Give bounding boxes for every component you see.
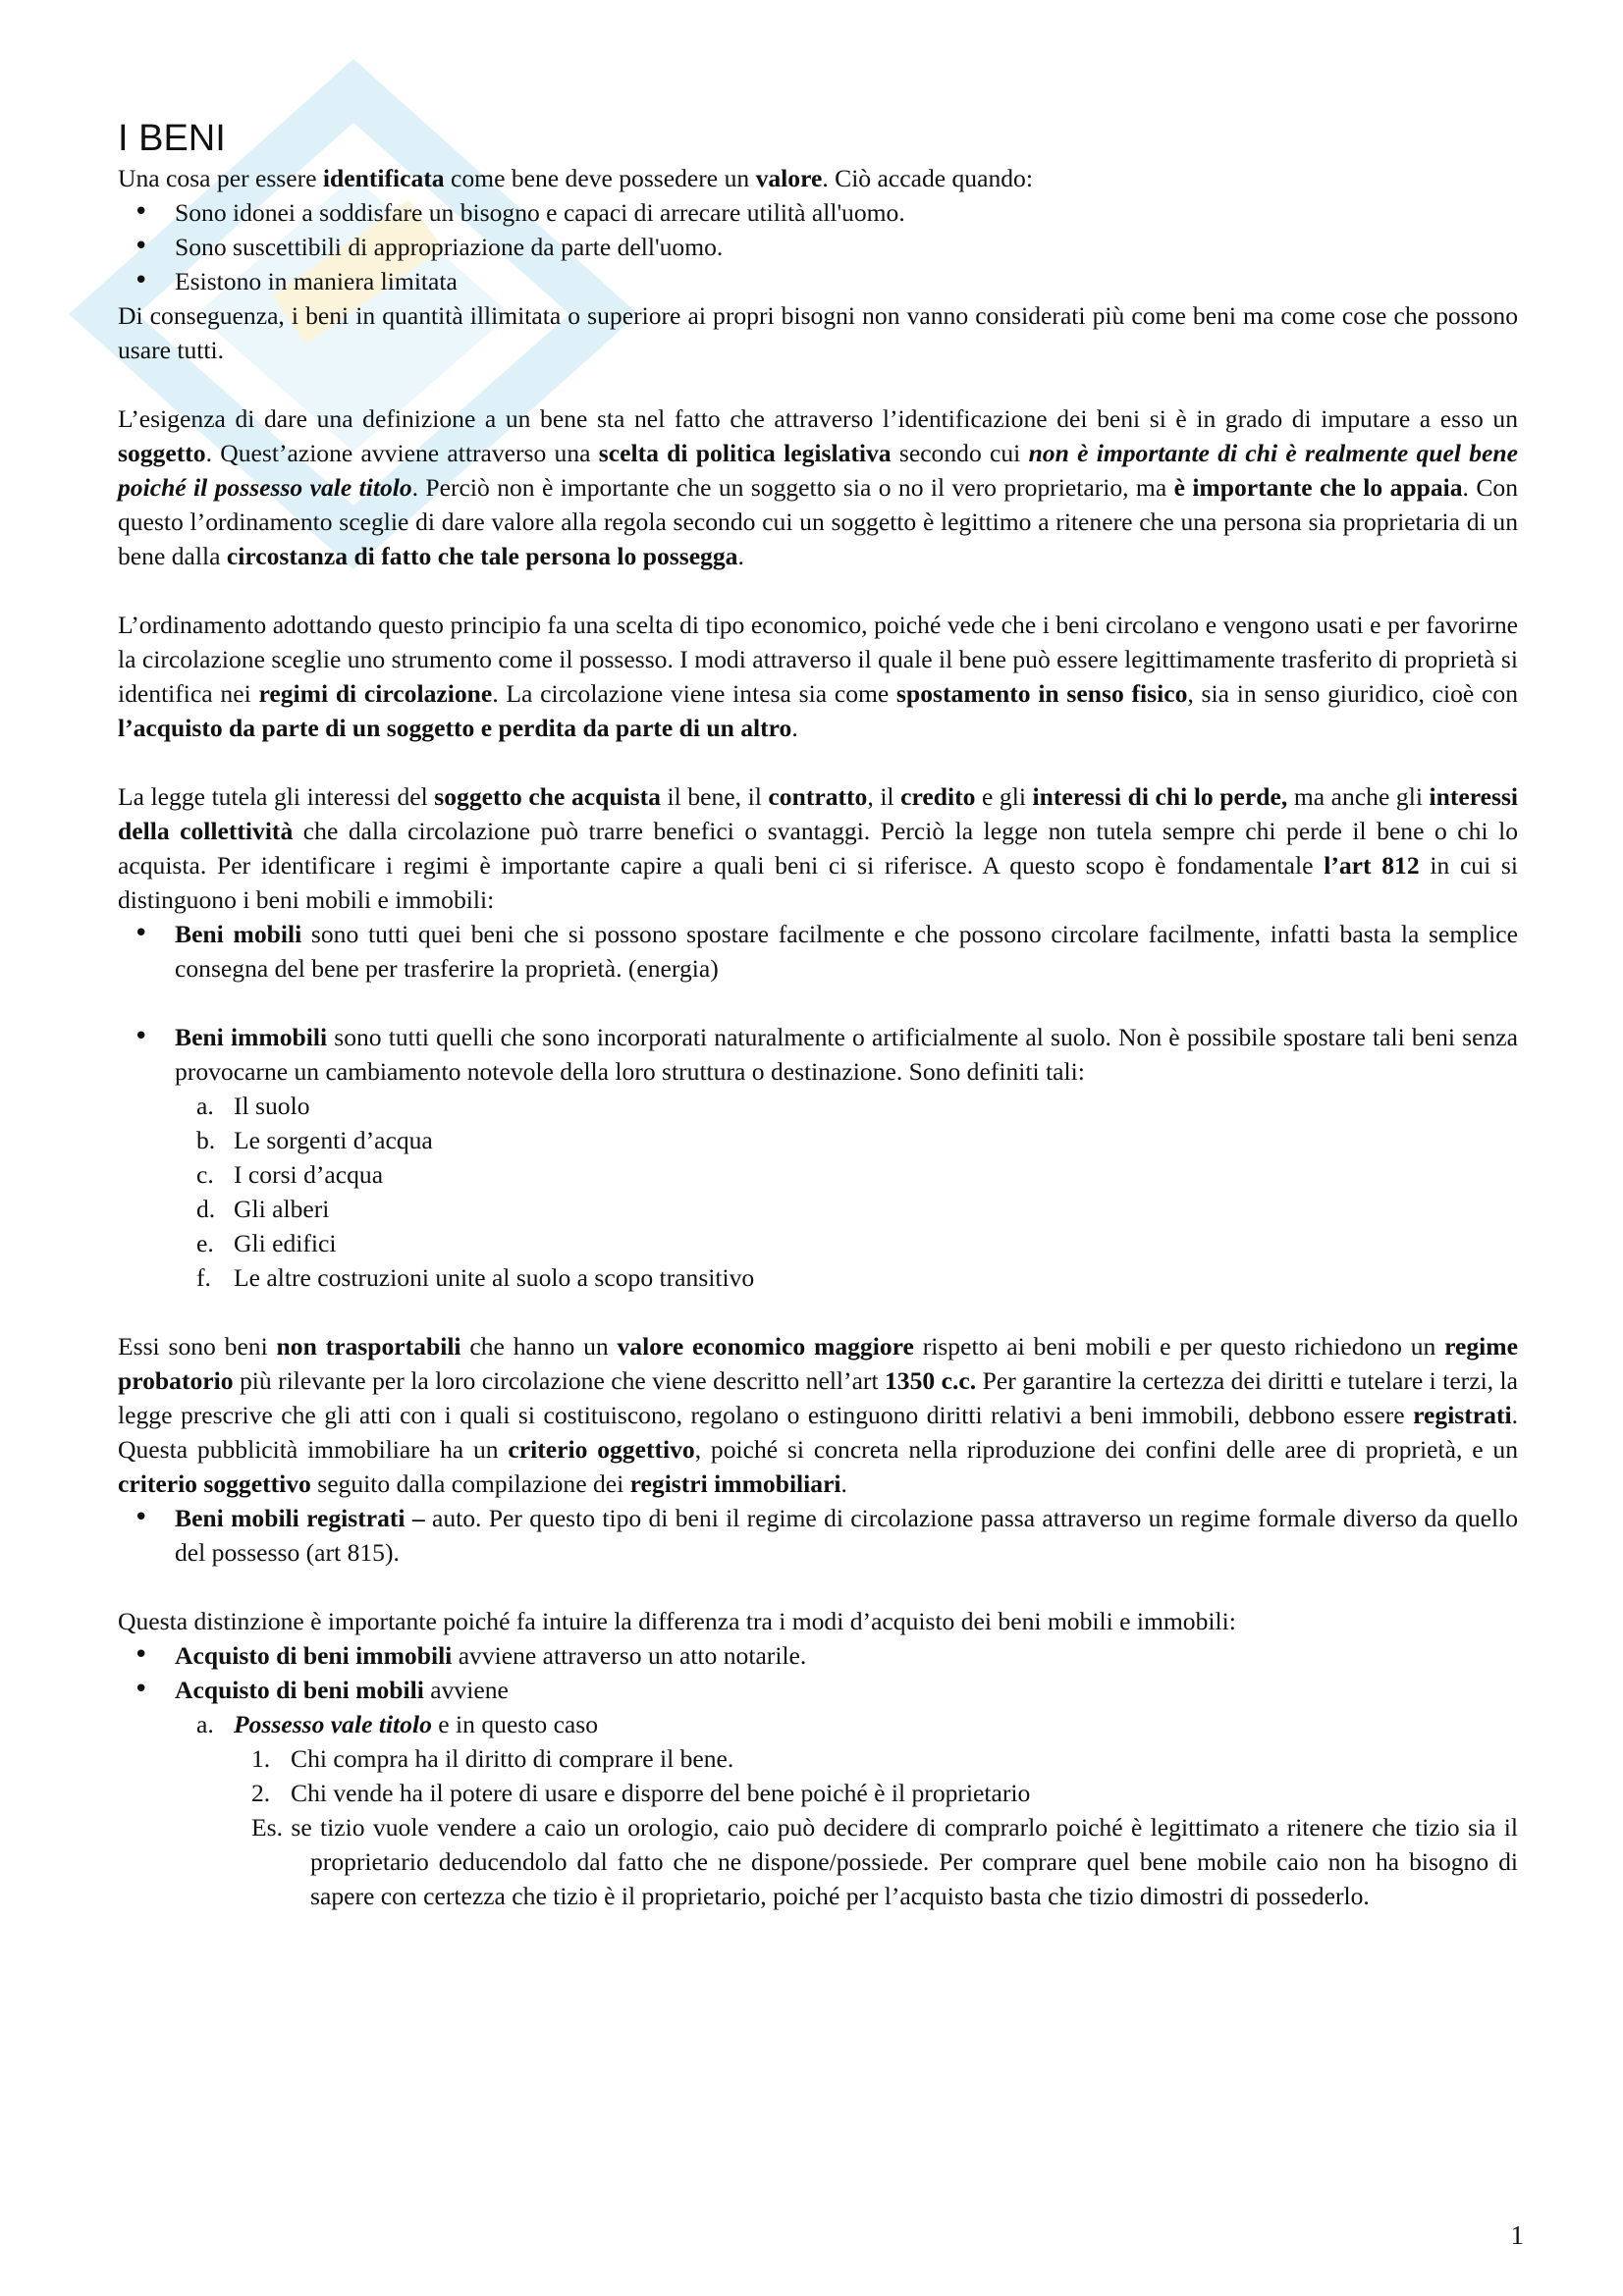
bold-run: Beni immobili [175,1023,328,1051]
ordinamento-paragraph [118,608,1518,745]
list-text: Gli edifici [234,1229,337,1257]
bold-italic-run: non è importante di chi è realmente quel bene poiché il possesso vale titolo [118,439,1518,502]
text-run: sono tutti quelli che sono incorporati naturalmente o artificialmente al suolo. Non è possibile spostare tali beni senza provocarne un cambiamento notevole della loro struttura o destinazione. Sono definiti tali: [175,1023,1518,1086]
immobili-sublist [175,1089,1518,1295]
bold-run: è importante che lo appaia [1173,473,1463,502]
list-text: Chi compra ha il diritto di comprare il bene. [291,1744,734,1773]
bold-run: registri immobiliari [629,1469,841,1498]
list-marker: b. [196,1126,216,1154]
list-item-acquisto-immobili [118,1638,1518,1673]
bold-run: spostamento in senso fisico [896,679,1188,708]
text-run: , il [867,782,901,811]
text-run: rispetto ai beni mobili e per questo richiedono un [913,1332,1445,1361]
bold-run: interessi di chi lo perde, [1032,782,1288,811]
list-text: Le sorgenti d’acqua [234,1126,433,1154]
list-text: I corsi d’acqua [234,1160,384,1189]
list-item [234,1741,1518,1776]
bold-run: criterio oggettivo [508,1435,695,1464]
list-text: Le altre costruzioni unite al suolo a scopo transitivo [234,1263,755,1292]
text-run: , poiché si concreta nella riproduzione dei confini delle aree di proprietà, e un [694,1435,1519,1464]
text-run: avviene [423,1676,509,1704]
list-item-acquisto-mobili [118,1673,1518,1913]
bold-run: Beni mobili registrati – [175,1504,425,1532]
page-number: 1 [1510,2220,1524,2250]
list-marker: 2. [251,1779,271,1807]
list-marker: d. [196,1195,216,1223]
intro-paragraph [118,161,1518,195]
list-item: • Sono idonei a soddisfare un bisogno e capaci di arrecare utilità all'uomo. [118,195,1518,230]
text-run: Una cosa per essere [118,164,323,192]
acquisto-list [118,1638,1518,1913]
list-text: Il suolo [234,1092,310,1120]
consequence-paragraph: Di conseguenza, i beni in quantità illimitata o superiore ai propri bisogni non vanno considerati più come beni ma come cose che possono usare tutti. [118,301,1518,364]
text-run: . [840,1469,847,1498]
list-item [175,1192,1518,1226]
list-item [175,1157,1518,1192]
text-run: . [791,714,798,742]
text-run: che hanno un [460,1332,618,1361]
bold-run: interessi della collettività [118,782,1519,845]
text-run: avviene attraverso un atto notarile. [452,1641,807,1670]
bold-run: credito [900,782,976,811]
text-run: . Quest’azione avviene attraverso una [205,439,599,467]
list-item-beni-mobili [118,917,1518,986]
text-run: che dalla circolazione può trarre benefici o svantaggi. Perciò la legge non tutela sempre chi perde il bene o chi lo acquista. Per identificare i regimi è importante capire a quali beni ci si riferisce. A questo scopo è fondamentale [118,817,1518,880]
list-item-beni-immobili [118,1020,1518,1295]
list-marker: a. [196,1710,214,1738]
acquisto-mobili-sublist [175,1707,1518,1913]
list-item [234,1776,1518,1810]
list-text: Gli alberi [234,1195,330,1223]
bold-run: non trasportabili [276,1332,461,1361]
text-run: . La circolazione viene intesa sia come [492,679,897,708]
list-marker: 1. [251,1744,271,1773]
possesso-sublist [234,1741,1518,1810]
bold-run: soggetto [118,439,206,467]
esigenza-paragraph [118,401,1518,573]
bold-run: criterio soggettivo [118,1469,311,1498]
distinzione-paragraph: Questa distinzione è importante poiché fa intuire la differenza tra i modi d’acquisto dei beni mobili e immobili: [118,1607,1236,1635]
bold-run: Beni mobili [175,920,302,948]
bold-run: valore [755,164,823,192]
text-run: La legge tutela gli interessi del [118,782,435,811]
bold-run: Acquisto di beni immobili [175,1641,453,1670]
text-run: . Questa pubblicità immobiliare ha un [118,1401,1518,1464]
example-paragraph: Es. se tizio vuole vendere a caio un orologio, caio può decidere di comprarlo poiché è legittimato a ritenere che tizio sia il proprietario deducendolo dal fatto che ne dispone/possiede. Per comprare quel bene mobile caio non ha bisogno di sapere con certezza che tizio è il proprietario, poiché per l’acquisto basta che tizio dimostri di possederlo. [251,1813,1518,1910]
essi-paragraph [118,1329,1518,1501]
bold-italic-run: Possesso vale titolo [234,1710,432,1738]
page-title: I BENI [118,118,226,159]
bold-run: 1350 c.c. [885,1366,977,1395]
text-run: . Perciò non è importante che un soggetto sia o no il vero proprietario, ma [411,473,1174,502]
list-marker: f. [196,1263,211,1292]
bold-run: scelta di politica legislativa [598,439,892,467]
list-item: • Esistono in maniera limitata [118,264,1518,298]
list-item [175,1123,1518,1157]
text-run: come bene deve possedere un [444,164,756,192]
text-run: . Ciò accade quando: [822,164,1033,192]
mobili-registrati-list [118,1501,1518,1570]
text-run: Per garantire la certezza dei diritti e tutelare i terzi, la legge prescrive che gli atti con i quali si costituiscono, regolano o estinguono diritti relativi a beni immobili, debbono essere [118,1366,1518,1429]
list-item [175,1260,1518,1295]
document-body [118,116,1518,1913]
text-run: e gli [975,782,1033,811]
list-item-possesso [175,1707,1518,1913]
bold-run: soggetto che acquista [434,782,661,811]
text-run: più rilevante per la loro circolazione che viene descritto nell’art [233,1366,885,1395]
text-run: L’esigenza di dare una definizione a un bene sta nel fatto che attraverso l’identificazione dei beni si è in grado di imputare a esso un [118,404,1518,433]
bold-run: l’acquisto da parte di un soggetto e perdita da parte di un altro [118,714,792,742]
list-marker: e. [196,1229,214,1257]
bold-run: registrati [1413,1401,1512,1429]
list-item: • Sono suscettibili di appropriazione da parte dell'uomo. [118,230,1518,264]
list-item-mobili-registrati [118,1501,1518,1570]
text-run: e in questo caso [431,1710,599,1738]
text-run: . Con questo l’ordinamento sceglie di dare valore alla regola secondo cui un soggetto è legittimo a ritenere che una persona sia proprietaria di un bene dalla [118,473,1518,570]
list-item [175,1226,1518,1260]
text-run: in cui si distinguono i beni mobili e immobili: [118,851,1518,914]
list-marker: a. [196,1092,214,1120]
text-run: Essi sono beni [118,1332,277,1361]
text-run: auto. Per questo tipo di beni il regime di circolazione passa attraverso un regime formale diverso da quello del possesso (art 815). [175,1504,1518,1567]
text-run: L’ordinamento adottando questo principio fa una scelta di tipo economico, poiché vede che i beni circolano e vengono usati e per favorirne la circolazione sceglie uno strumento come il possesso. I modi attraverso il quale il bene può essere legittimamente trasferito di proprietà si identifica nei [118,611,1518,708]
bold-run: identificata [322,164,445,192]
bold-run: circostanza di fatto che tale persona lo possegga [226,542,738,570]
list-marker: c. [196,1160,214,1189]
beni-immobili-list [118,1020,1518,1295]
bold-run: valore economico maggiore [617,1332,914,1361]
text-run: secondo cui [891,439,1029,467]
text-run: seguito dalla compilazione dei [310,1469,630,1498]
text-run: il bene, il [660,782,769,811]
text-run: , sia in senso giuridico, cioè con [1187,679,1519,708]
bold-run: regimi di circolazione [258,679,493,708]
bold-run: contratto [768,782,868,811]
legge-paragraph [118,779,1518,917]
text-run: . [737,542,744,570]
bold-run: l’art 812 [1324,851,1420,880]
bold-run: regime probatorio [118,1332,1518,1395]
beni-mobili-list [118,917,1518,986]
intro-bullet-list [118,195,1518,298]
list-text: Chi vende ha il potere di usare e disporre del bene poiché è il proprietario [291,1779,1031,1807]
list-item [175,1089,1518,1123]
text-run: sono tutti quei beni che si possono spostare facilmente e che possono circolare facilmente, infatti basta la semplice consegna del bene per trasferire la proprietà. (energia) [175,920,1519,983]
text-run: ma anche gli [1287,782,1430,811]
bold-run: Acquisto di beni mobili [175,1676,424,1704]
